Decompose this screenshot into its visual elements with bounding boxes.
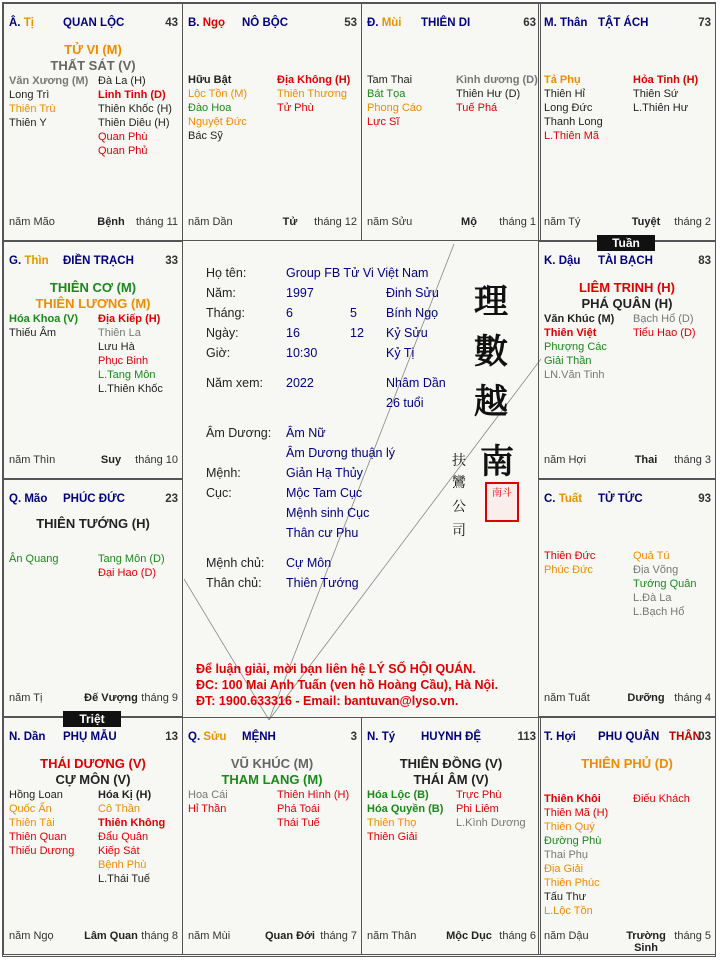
star-name: Thiên Sứ bbox=[633, 88, 679, 100]
main-star: LIÊM TRINH (H) bbox=[578, 280, 676, 295]
star-name: Tuế Phá bbox=[456, 102, 498, 114]
minor-stars-left bbox=[544, 792, 608, 918]
year-label: năm Dần bbox=[188, 216, 233, 228]
star-name: Phong Cáo bbox=[367, 102, 423, 114]
minor-stars-right bbox=[277, 788, 349, 830]
name-label: Họ tên: bbox=[206, 266, 247, 280]
palace-header bbox=[544, 493, 711, 507]
palace-footer bbox=[544, 454, 711, 468]
body-lord-label: Thân chủ: bbox=[206, 576, 262, 590]
horoscope-chart bbox=[2, 2, 716, 957]
palace-number: 23 bbox=[165, 493, 178, 505]
palace-header bbox=[188, 731, 357, 745]
palace-number: 43 bbox=[165, 17, 178, 29]
star-name: L.Thiên Khốc bbox=[98, 383, 163, 395]
palace-cell-thin[interactable] bbox=[3, 241, 183, 479]
star-name: Nguyệt Đức bbox=[188, 116, 247, 128]
palace-number: 3 bbox=[350, 731, 357, 743]
palace-cell-than[interactable] bbox=[538, 3, 716, 241]
bureau-label: Cục: bbox=[206, 486, 232, 500]
star-name: Hồng Loan bbox=[9, 789, 63, 801]
star-name: Lưu Hà bbox=[98, 341, 135, 353]
star-name: Bác Sỹ bbox=[188, 130, 223, 142]
star-name: Giải Thần bbox=[544, 355, 592, 367]
day-canchi: Kỷ Sửu bbox=[386, 326, 428, 340]
palace-branch: Đ. Mùi bbox=[367, 17, 402, 29]
main-star: THIÊN ĐỒNG (V) bbox=[399, 756, 503, 771]
logo-small-4: 司 bbox=[452, 523, 466, 539]
minor-stars-right bbox=[277, 73, 350, 115]
star-name: Long Trì bbox=[9, 89, 50, 101]
star-name: Cô Thần bbox=[98, 803, 140, 815]
name-value: Group FB Tử Vi Việt Nam bbox=[286, 266, 429, 280]
minor-stars-left bbox=[188, 73, 247, 143]
red-seal-stamp: 南斗 bbox=[485, 482, 519, 522]
destiny-label: Mệnh: bbox=[206, 466, 241, 480]
life-stage: Bệnh bbox=[97, 216, 125, 228]
month-label: tháng 4 bbox=[674, 692, 711, 704]
star-name: Quan Phù bbox=[98, 131, 148, 143]
year-label: Năm: bbox=[206, 286, 236, 300]
palace-name: MỆNH bbox=[242, 731, 276, 743]
palace-branch: G. Thìn bbox=[9, 255, 49, 267]
main-star: THIÊN PHỦ (D) bbox=[581, 756, 673, 771]
star-name: Phượng Các bbox=[544, 341, 607, 353]
palace-name: TẬT ÁCH bbox=[598, 17, 649, 29]
day-lunar: 12 bbox=[350, 326, 364, 340]
hour-value: 10:30 bbox=[286, 346, 318, 360]
star-name: Bát Tọa bbox=[367, 88, 406, 100]
age-value: 26 tuổi bbox=[386, 396, 424, 410]
minor-stars-right bbox=[456, 788, 526, 830]
star-name: Địa Giải bbox=[544, 863, 584, 875]
star-name: Thiên Hỉ bbox=[544, 88, 585, 100]
star-name: Lộc Tồn (M) bbox=[188, 88, 248, 100]
yin-yang-note: Âm Dương thuận lý bbox=[286, 446, 395, 460]
star-name: Thiên Hư (D) bbox=[456, 88, 521, 100]
star-name: Kình dương (D) bbox=[456, 74, 538, 86]
palace-header bbox=[9, 255, 178, 269]
palace-cell-dau[interactable] bbox=[538, 241, 716, 479]
month-label: tháng 12 bbox=[314, 216, 357, 228]
view-year-label: Năm xem: bbox=[206, 376, 263, 390]
day-solar: 16 bbox=[286, 326, 300, 340]
palace-footer bbox=[188, 930, 357, 944]
star-name: Kiếp Sát bbox=[98, 845, 140, 857]
month-label: tháng 1 bbox=[499, 216, 536, 228]
palace-name: HUYNH ĐỆ bbox=[421, 731, 482, 743]
main-star: PHÁ QUÂN (H) bbox=[581, 296, 673, 311]
year-label: năm Mùi bbox=[188, 930, 231, 942]
life-stage: Lâm Quan bbox=[84, 930, 138, 942]
contact-line-2: ĐC: 100 Mai Anh Tuấn (ven hồ Hoàng Cầu), Hà Nội. bbox=[196, 678, 499, 692]
star-name: L.Thiên Mã bbox=[544, 130, 600, 142]
minor-stars-left bbox=[544, 312, 614, 382]
year-label: năm Thân bbox=[367, 930, 417, 942]
life-stage: Trường Sinh bbox=[626, 930, 666, 954]
main-star: THAM LANG (M) bbox=[221, 772, 323, 787]
logo-small-1: 扶 bbox=[452, 453, 466, 469]
palace-header bbox=[544, 731, 711, 745]
main-star: THẤT SÁT (V) bbox=[50, 58, 136, 73]
body-lord-value: Thiên Tướng bbox=[286, 576, 359, 590]
minor-stars-right bbox=[633, 549, 697, 619]
star-name: Thiên Y bbox=[9, 117, 47, 129]
minor-stars-right bbox=[633, 312, 696, 340]
star-name: Thiên Thọ bbox=[367, 817, 417, 829]
star-name: Phúc Đức bbox=[544, 564, 593, 576]
star-name: Bạch Hổ (D) bbox=[633, 313, 694, 325]
star-name: Hóa Lộc (B) bbox=[367, 789, 429, 801]
palace-number: 73 bbox=[698, 17, 711, 29]
palace-cell-ti[interactable] bbox=[3, 3, 183, 241]
minor-stars-right bbox=[98, 312, 163, 396]
star-name: Hỉ Thần bbox=[188, 803, 227, 815]
palace-branch: N. Dần bbox=[9, 731, 46, 743]
main-star: THÁI DƯƠNG (V) bbox=[40, 756, 146, 771]
star-name: Tam Thai bbox=[367, 74, 413, 86]
star-name: Trực Phù bbox=[456, 789, 502, 801]
palace-footer bbox=[9, 930, 178, 944]
star-name: Đào Hoa bbox=[188, 102, 232, 114]
star-name: Tướng Quân bbox=[633, 578, 697, 590]
year-label: năm Dậu bbox=[544, 930, 589, 942]
bureau-note-1: Mệnh sinh Cục bbox=[286, 506, 370, 520]
view-year-canchi: Nhâm Dần bbox=[386, 376, 446, 390]
star-name: Ân Quang bbox=[9, 553, 59, 565]
minor-stars-left bbox=[544, 549, 595, 577]
star-name: Thiên Thương bbox=[277, 88, 348, 100]
main-star: CỰ MÔN (V) bbox=[55, 772, 131, 787]
minor-stars-left bbox=[9, 312, 78, 340]
logo-char-1: 理 bbox=[474, 282, 508, 322]
minor-stars-right bbox=[456, 73, 538, 115]
star-name: Thiên Hình (H) bbox=[277, 789, 350, 801]
month-label: tháng 11 bbox=[135, 216, 178, 228]
star-name: Thiên Quan bbox=[9, 831, 67, 843]
month-label: tháng 9 bbox=[141, 692, 178, 704]
body-palace-marker: THÂN bbox=[669, 731, 701, 743]
star-name: Tiểu Hao (D) bbox=[633, 327, 696, 339]
palace-footer bbox=[544, 692, 711, 706]
main-star: THIÊN TƯỚNG (H) bbox=[36, 516, 150, 531]
palace-branch: N. Tý bbox=[367, 731, 396, 743]
star-name: Đẩu Quân bbox=[98, 831, 149, 843]
palace-cell-dan[interactable] bbox=[3, 717, 183, 955]
year-label: năm Tý bbox=[544, 216, 581, 228]
palace-name: THIÊN DI bbox=[421, 17, 471, 29]
life-stage: Quan Đới bbox=[265, 930, 315, 942]
month-label: tháng 3 bbox=[674, 454, 711, 466]
star-name: Địa Kiếp (H) bbox=[98, 313, 161, 325]
palace-branch: Q. Mão bbox=[9, 493, 48, 505]
star-name: Thiên Không bbox=[98, 817, 166, 829]
star-name: Địa Võng bbox=[633, 564, 679, 576]
minor-stars-right bbox=[633, 73, 698, 115]
palace-name: PHÚC ĐỨC bbox=[63, 493, 125, 505]
star-name: Thiên Phúc bbox=[544, 877, 600, 889]
star-name: Tử Phù bbox=[277, 102, 314, 114]
year-label: năm Tị bbox=[9, 692, 43, 704]
star-name: Tang Môn (D) bbox=[98, 553, 165, 565]
star-name: Lực Sĩ bbox=[367, 116, 400, 128]
main-star: THIÊN LƯƠNG (M) bbox=[35, 296, 151, 311]
palace-number: 03 bbox=[698, 731, 711, 743]
palace-cell-hoi[interactable] bbox=[538, 717, 716, 955]
star-name: L.Đà La bbox=[633, 592, 672, 604]
minor-stars-left bbox=[188, 788, 228, 816]
palace-cell-ty[interactable] bbox=[361, 717, 541, 955]
life-stage: Tử bbox=[282, 216, 298, 228]
minor-stars-right bbox=[98, 552, 165, 580]
palace-number: 83 bbox=[698, 255, 711, 267]
palace-footer bbox=[544, 930, 711, 954]
palace-number: 63 bbox=[523, 17, 536, 29]
tuan-badge: Tuần bbox=[597, 235, 655, 251]
main-star: TỬ VI (M) bbox=[64, 42, 122, 57]
life-stage: Mộc Dục bbox=[446, 930, 492, 942]
month-label: tháng 7 bbox=[320, 930, 357, 942]
life-stage: Thai bbox=[634, 454, 658, 466]
star-name: Đại Hao (D) bbox=[98, 567, 157, 579]
minor-stars-left bbox=[544, 73, 603, 143]
palace-header bbox=[367, 17, 536, 31]
star-name: L.Lộc Tồn bbox=[544, 905, 593, 917]
palace-name: QUAN LỘC bbox=[63, 17, 125, 29]
palace-header bbox=[367, 731, 536, 745]
minor-stars-left bbox=[9, 74, 88, 130]
palace-footer bbox=[188, 216, 357, 230]
star-name: L.Thiên Hư bbox=[633, 102, 689, 114]
star-name: Quan Phủ bbox=[98, 145, 148, 157]
palace-branch: M. Thân bbox=[544, 17, 588, 29]
palace-footer bbox=[367, 930, 536, 944]
star-name: Văn Xương (M) bbox=[9, 75, 89, 87]
palace-name: PHU QUÂN bbox=[598, 731, 660, 743]
star-name: Thiên Tài bbox=[9, 817, 55, 829]
star-name: Điếu Khách bbox=[633, 793, 690, 805]
destiny-lord-value: Cự Môn bbox=[286, 556, 332, 570]
center-info-panel bbox=[184, 244, 541, 720]
palace-footer bbox=[9, 454, 178, 468]
star-name: Hóa Quyền (B) bbox=[367, 803, 444, 815]
star-name: Quốc Ấn bbox=[9, 803, 52, 815]
year-canchi: Đinh Sửu bbox=[386, 286, 439, 300]
palace-name: NÔ BỘC bbox=[242, 17, 288, 29]
minor-stars-right bbox=[633, 792, 690, 806]
palace-name: TÀI BẠCH bbox=[598, 255, 653, 267]
contact-line-3: ĐT: 1900.633316 - Email: bantuvan@lyso.vn. bbox=[196, 694, 459, 708]
star-name: Thiên Việt bbox=[544, 327, 597, 339]
yin-yang-label: Âm Dương: bbox=[206, 426, 272, 440]
palace-name: ĐIỀN TRẠCH bbox=[63, 255, 134, 267]
palace-cell-mui[interactable] bbox=[361, 3, 541, 241]
star-name: Thiên Đức bbox=[544, 550, 596, 562]
palace-footer bbox=[544, 216, 711, 230]
life-stage: Mộ bbox=[461, 216, 477, 228]
star-name: Đường Phù bbox=[544, 835, 602, 847]
palace-footer bbox=[9, 216, 178, 230]
logo-small-2: 鸞 bbox=[452, 475, 466, 491]
star-name: L.Thái Tuế bbox=[98, 873, 150, 885]
star-name: Thiên La bbox=[98, 327, 141, 339]
palace-branch: C. Tuất bbox=[544, 493, 583, 505]
star-name: Hóa Khoa (V) bbox=[9, 313, 79, 325]
star-name: Thiếu Dương bbox=[9, 845, 75, 857]
palace-header bbox=[9, 17, 178, 31]
star-name: Thiên Diêu (H) bbox=[98, 117, 170, 129]
life-stage: Suy bbox=[100, 454, 122, 466]
month-lunar: 5 bbox=[350, 306, 357, 320]
star-name: Hữu Bật bbox=[188, 74, 232, 86]
palace-branch: K. Dậu bbox=[544, 255, 581, 267]
hour-label: Giờ: bbox=[206, 346, 231, 360]
palace-number: 33 bbox=[165, 255, 178, 267]
life-stage: Tuyệt bbox=[631, 216, 661, 228]
star-name: Thiên Khôi bbox=[544, 793, 601, 805]
palace-header bbox=[9, 493, 178, 507]
palace-branch: Q. Sửu bbox=[188, 731, 227, 743]
year-value: 1997 bbox=[286, 286, 314, 300]
palace-cell-suu[interactable] bbox=[182, 717, 362, 955]
destiny-lord-label: Mệnh chủ: bbox=[206, 556, 265, 570]
month-label: tháng 2 bbox=[674, 216, 711, 228]
star-name: Long Đức bbox=[544, 102, 593, 114]
palace-header bbox=[188, 17, 357, 31]
palace-header bbox=[9, 731, 178, 745]
star-name: Thái Tuế bbox=[277, 817, 320, 829]
logo-char-4: 南 bbox=[480, 442, 514, 482]
minor-stars-left bbox=[367, 73, 422, 129]
star-name: Thiên Khốc (H) bbox=[98, 103, 172, 115]
star-name: Thiên Trù bbox=[9, 103, 56, 115]
star-name: L.Bạch Hổ bbox=[633, 606, 685, 618]
month-label: Tháng: bbox=[206, 306, 245, 320]
logo-char-2: 數 bbox=[474, 332, 508, 372]
star-name: L.Tang Môn bbox=[98, 369, 156, 381]
hour-canchi: Kỷ Tị bbox=[386, 346, 415, 360]
star-name: Linh Tinh (D) bbox=[98, 89, 166, 101]
palace-header bbox=[544, 255, 711, 269]
minor-stars-right bbox=[98, 74, 172, 158]
palace-header bbox=[544, 17, 711, 31]
view-year-value: 2022 bbox=[286, 376, 314, 390]
star-name: Thiên Mã (H) bbox=[544, 807, 609, 819]
palace-name: PHỤ MẪU bbox=[63, 731, 117, 743]
star-name: Thanh Long bbox=[544, 116, 603, 128]
year-label: năm Tuất bbox=[544, 692, 590, 704]
life-stage: Đế Vượng bbox=[84, 692, 138, 704]
month-label: tháng 10 bbox=[135, 454, 178, 466]
destiny-value: Giản Hạ Thủy bbox=[286, 466, 363, 480]
yin-yang-value: Âm Nữ bbox=[286, 426, 326, 440]
star-name: Văn Khúc (M) bbox=[544, 313, 615, 325]
palace-number: 113 bbox=[517, 731, 536, 743]
bureau-note-2: Thân cư Phu bbox=[286, 526, 359, 540]
minor-stars-left bbox=[367, 788, 443, 844]
palace-cell-mao[interactable] bbox=[3, 479, 183, 717]
palace-number: 93 bbox=[698, 493, 711, 505]
minor-stars-left bbox=[9, 788, 74, 858]
star-name: Hóa Kị (H) bbox=[98, 789, 152, 801]
logo-small-3: 公 bbox=[452, 499, 466, 515]
star-name: LN.Văn Tinh bbox=[544, 369, 605, 381]
minor-stars-left bbox=[9, 552, 59, 566]
logo-char-3: 越 bbox=[474, 382, 508, 422]
contact-line-1: Để luận giải, mời bạn liên hệ LÝ SỐ HỘI QUÁN. bbox=[196, 662, 476, 676]
star-name: Quả Tú bbox=[633, 550, 670, 562]
month-solar: 6 bbox=[286, 306, 293, 320]
star-name: Phá Toái bbox=[277, 803, 320, 815]
day-label: Ngày: bbox=[206, 326, 239, 340]
year-label: năm Ngọ bbox=[9, 930, 54, 942]
palace-name: TỬ TỨC bbox=[598, 493, 643, 505]
triet-badge: Triệt bbox=[63, 711, 121, 727]
month-label: tháng 8 bbox=[141, 930, 178, 942]
year-label: năm Sửu bbox=[367, 216, 413, 228]
palace-branch: Â. Tị bbox=[9, 17, 34, 29]
star-name: Thiên Giải bbox=[367, 831, 418, 843]
star-name: Tả Phụ bbox=[544, 74, 581, 86]
palace-footer bbox=[9, 692, 178, 706]
month-label: tháng 6 bbox=[499, 930, 536, 942]
palace-cell-tuat[interactable] bbox=[538, 479, 716, 717]
star-name: Hỏa Tinh (H) bbox=[633, 74, 699, 86]
star-name: Phi Liêm bbox=[456, 803, 499, 815]
month-label: tháng 5 bbox=[674, 930, 711, 942]
year-label: năm Mão bbox=[9, 216, 55, 228]
palace-number: 13 bbox=[165, 731, 178, 743]
palace-branch: B. Ngọ bbox=[188, 17, 226, 29]
star-name: Thiên Quý bbox=[544, 821, 595, 833]
palace-cell-ngo[interactable] bbox=[182, 3, 362, 241]
star-name: Tấu Thư bbox=[544, 891, 587, 903]
star-name: Thai Phụ bbox=[544, 849, 589, 861]
main-star: VŨ KHÚC (M) bbox=[230, 756, 314, 771]
palace-number: 53 bbox=[344, 17, 357, 29]
month-canchi: Bính Ngọ bbox=[386, 306, 439, 320]
year-label: năm Thìn bbox=[9, 454, 56, 466]
year-label: năm Hợi bbox=[544, 454, 587, 466]
star-name: Đà La (H) bbox=[98, 75, 146, 87]
star-name: Địa Không (H) bbox=[277, 74, 351, 86]
palace-branch: T. Hợi bbox=[544, 731, 576, 743]
palace-footer bbox=[367, 216, 536, 230]
star-name: Thiếu Âm bbox=[9, 327, 57, 339]
life-stage: Dưỡng bbox=[627, 692, 665, 704]
minor-stars-right bbox=[98, 788, 165, 886]
star-name: L.Kình Dương bbox=[456, 817, 526, 829]
star-name: Bệnh Phù bbox=[98, 859, 147, 871]
star-name: Hoa Cái bbox=[188, 789, 228, 801]
main-star: THIÊN CƠ (M) bbox=[49, 280, 137, 295]
main-star: THÁI ÂM (V) bbox=[413, 772, 489, 787]
star-name: Phục Binh bbox=[98, 355, 149, 367]
bureau-value: Mộc Tam Cục bbox=[286, 486, 363, 500]
